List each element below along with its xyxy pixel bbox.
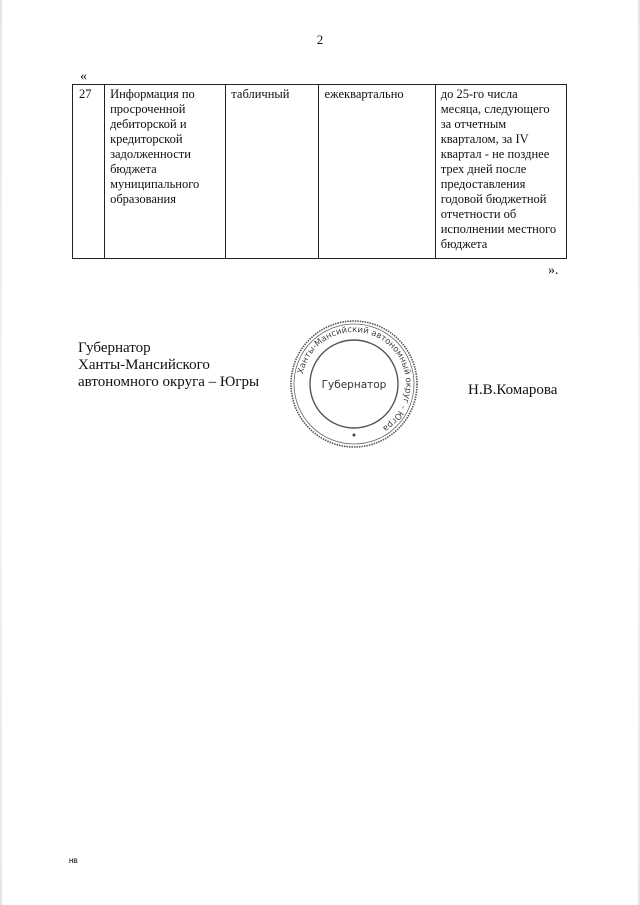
report-period-cell: ежеквартально (319, 85, 435, 259)
signatory-title-line: Ханты-Мансийского (78, 357, 210, 373)
footer-initials: НВ (69, 859, 78, 865)
seal-center-text: Губернатор (321, 379, 387, 391)
opening-quote-mark: « (80, 69, 87, 84)
signatory-title-line: Губернатор (78, 340, 151, 356)
report-name-cell: Информация по просроченной дебиторской и кредиторской задолженности бюджета муниципального образования (105, 85, 226, 259)
official-seal-stamp (288, 318, 420, 450)
table-row (73, 85, 567, 259)
signatory-title (78, 340, 259, 391)
scan-edge-left (0, 0, 2, 905)
document-table (72, 84, 567, 259)
signatory-name: Н.В.Комарова (468, 382, 558, 398)
closing-quote-mark: ». (548, 263, 559, 278)
report-form-cell: табличный (226, 85, 319, 259)
signatory-title-line: автономного округа – Югры (78, 374, 260, 390)
page-number: 2 (316, 32, 324, 47)
seal-dot-mark (353, 434, 356, 437)
row-number-cell: 27 (73, 85, 105, 259)
seal-ring-text: Ханты-Мансийский автономный округ - Югра (296, 324, 414, 434)
report-deadline-cell: до 25-го числа месяца, следующего за отчетным кварталом, за IV квартал - не позднее трех дней после предоставления годовой бюджетной отчетности об исполнении местного бюджета (435, 85, 566, 259)
